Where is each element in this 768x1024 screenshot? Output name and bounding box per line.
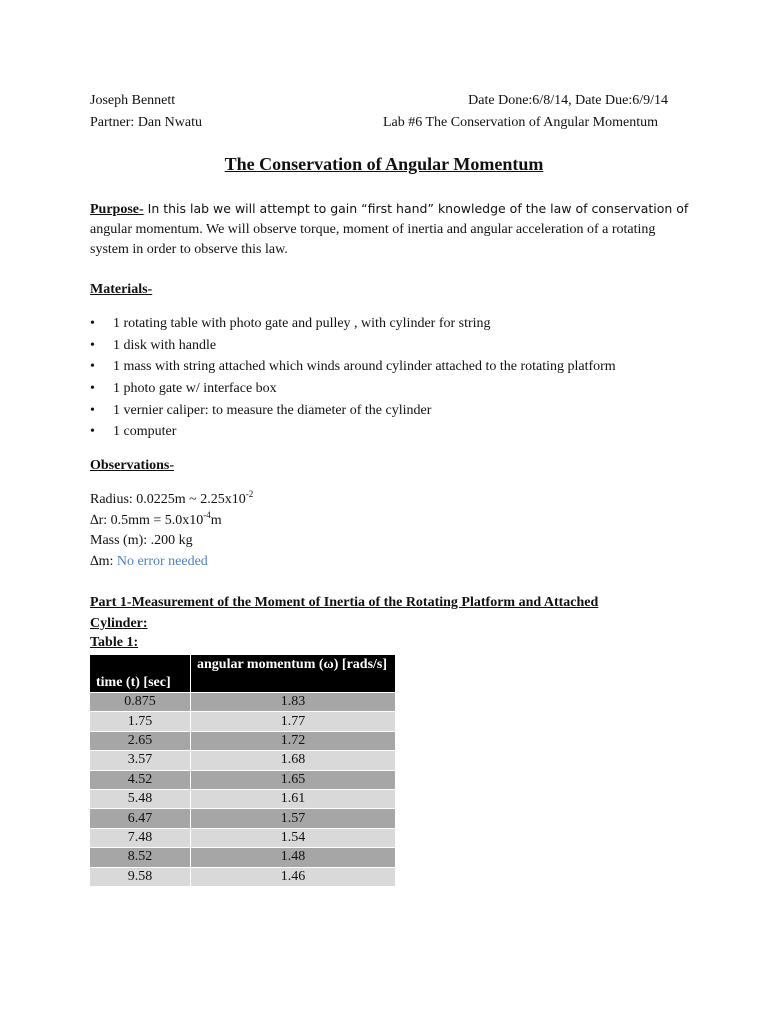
table-row [90,712,396,731]
time-cell: 3.57 [90,751,191,770]
materials-item: • 1 computer [90,422,616,444]
table-row [90,828,396,847]
table-row [90,867,396,886]
purpose-lead-text: In this lab we will attempt to gain “first hand” knowledge of the law of conservation of [143,201,689,216]
lab-title: Lab #6 The Conservation of Angular Momentum [382,115,658,130]
materials-label: Materials- [90,282,153,297]
radius-error-text: ∆r: 0.5mm = 5.0x10 [90,512,204,528]
observations-label: Observations- [90,458,174,473]
angular-momentum-cell: 1.68 [191,751,396,770]
document-title: The Conservation of Angular Momentum [224,154,544,174]
author-name: Joseph Bennett [90,93,176,108]
table1-body [90,693,396,887]
time-cell: 9.58 [90,867,191,886]
materials-item: • 1 rotating table with photo gate and pulley , with cylinder for string [90,314,616,336]
time-cell: 7.48 [90,828,191,847]
time-cell: 0.875 [90,693,191,712]
table-header-row [90,655,396,693]
angular-momentum-cell: 1.46 [191,867,396,886]
materials-item: • 1 vernier caliper: to measure the diameter of the cylinder [90,401,616,423]
purpose-paragraph [90,199,690,260]
mass-error-note: No error needed [116,553,208,569]
angular-momentum-cell: 1.77 [191,712,396,731]
table-row [90,731,396,750]
purpose-body-text: angular momentum. We will observe torque, moment of inertia and angular acceleration of a rotating system in order to observe this law. [90,222,656,257]
table-row [90,693,396,712]
partner-name: Partner: Dan Nwatu [90,115,202,130]
angular-momentum-cell: 1.54 [191,828,396,847]
table-row [90,809,396,828]
time-cell: 1.75 [90,712,191,731]
part1-heading: Part 1-Measurement of the Moment of Inertia of the Rotating Platform and Attached Cylinder: [90,595,599,631]
angular-momentum-cell: 1.48 [191,848,396,867]
observations-block [90,490,253,572]
angular-momentum-cell: 1.61 [191,789,396,808]
materials-item: • 1 photo gate w/ interface box [90,379,616,401]
header-row-1 [90,93,668,109]
column-header-time: time (t) [sec] [90,655,191,693]
radius-error-unit: m [210,512,222,528]
mass-error-line [90,552,253,573]
time-cell: 2.65 [90,731,191,750]
table1 [89,654,396,887]
time-cell: 5.48 [90,789,191,808]
table-row [90,789,396,808]
radius-line [90,490,253,511]
header-row-2 [90,115,658,131]
purpose-label: Purpose- [90,202,144,217]
radius-error-line [90,511,253,532]
materials-list [90,314,616,444]
radius-exponent: -2 [245,489,254,499]
radius-error-exponent: -4 [203,509,211,520]
column-header-angular-momentum: angular momentum (ω) [rads/s] [191,655,396,693]
table-row [90,848,396,867]
angular-momentum-cell: 1.83 [191,693,396,712]
materials-item: • 1 disk with handle [90,336,616,358]
materials-item: • 1 mass with string attached which winds around cylinder attached to the rotating platform [90,357,616,379]
angular-momentum-cell: 1.72 [191,731,396,750]
table1-label: Table 1: [90,635,139,650]
table-row [90,751,396,770]
mass-error-label: ∆m: [90,553,117,569]
time-cell: 8.52 [90,848,191,867]
radius-text: Radius: 0.0225m ~ 2.25x10 [90,492,246,507]
dates-text: Date Done:6/8/14, Date Due:6/9/14 [468,93,668,108]
time-cell: 6.47 [90,809,191,828]
angular-momentum-cell: 1.65 [191,770,396,789]
time-cell: 4.52 [90,770,191,789]
table-row [90,770,396,789]
mass-line: Mass (m): .200 kg [90,533,193,548]
angular-momentum-cell: 1.57 [191,809,396,828]
